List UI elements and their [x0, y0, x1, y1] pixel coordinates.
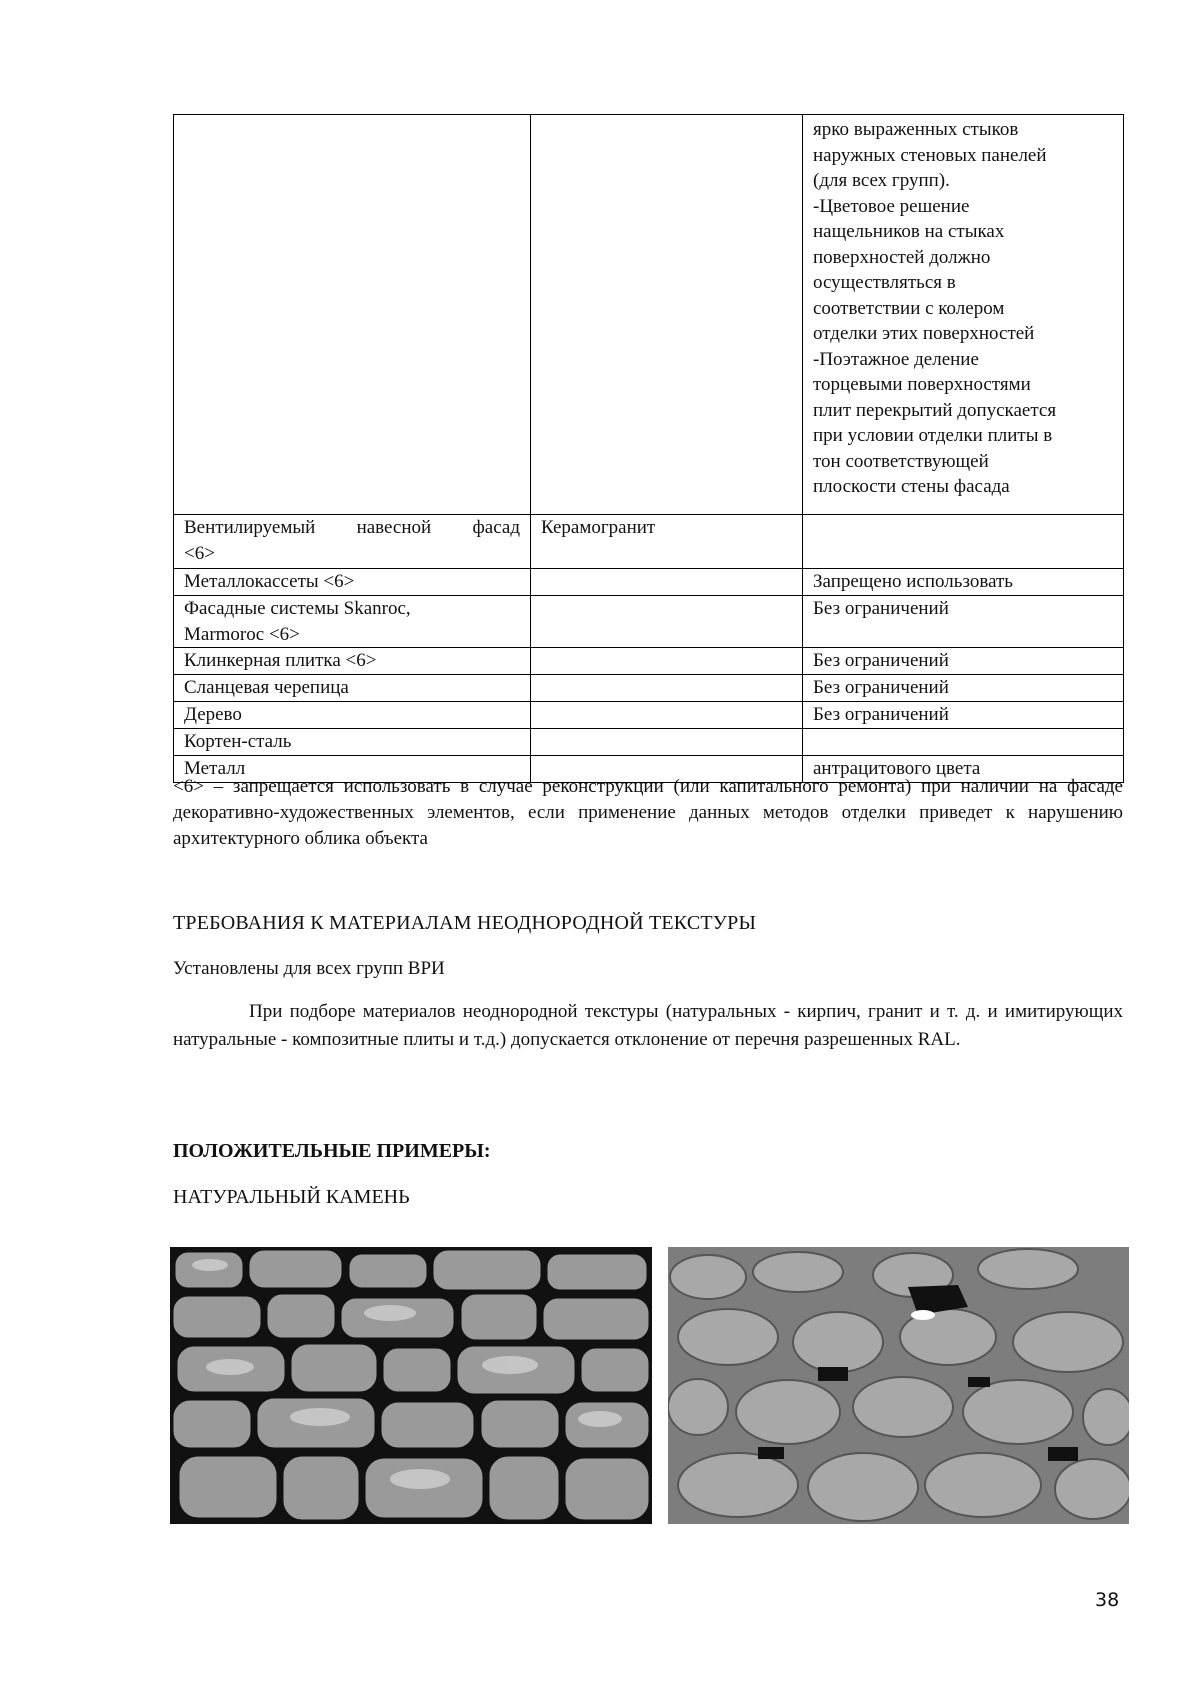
table-row: [174, 729, 1124, 756]
material-type-cell: [531, 702, 803, 729]
section-paragraph: При подборе материалов неоднородной текстуры (натуральных - кирпич, гранит и т. д. и имитирующих натуральные - композитные плиты и т.д.) допускается отклонение от перечня разрешенных RAL.: [173, 1001, 1123, 1050]
material-name-cell: Дерево: [174, 702, 531, 729]
facade-materials-table: [173, 114, 1124, 783]
material-name-cell: Металл: [174, 756, 531, 783]
page-number: 38: [1095, 1589, 1120, 1611]
material-type-cell: [531, 648, 803, 675]
material-name-cell: Клинкерная плитка <6>: [174, 648, 531, 675]
section-subtitle: Установлены для всех групп ВРИ: [173, 958, 445, 979]
examples-category: НАТУРАЛЬНЫЙ КАМЕНЬ: [173, 1186, 410, 1208]
material-name-cell: Кортен-сталь: [174, 729, 531, 756]
table-row: [174, 515, 1124, 569]
material-name-cell: [174, 596, 531, 648]
examples-heading: ПОЛОЖИТЕЛЬНЫЕ ПРИМЕРЫ:: [173, 1140, 491, 1162]
table-row: [174, 569, 1124, 596]
stone-wall-image: [170, 1247, 652, 1524]
material-name-cell: Металлокассеты <6>: [174, 569, 531, 596]
requirement-cell: Без ограничений: [803, 702, 1124, 729]
requirement-cell: ярко выраженных стыков наружных стеновых панелей (для всех групп). -Цветовое решение нащельников на стыках поверхностей должно осуществляться в соответствии с колером отделки этих поверхностей -Поэтажное деление торцевыми поверхностями плит перекрытий допускается при условии отделки плиты в тон соответствующей плоскости стены фасада: [803, 115, 1124, 515]
footnote: <6> – запрещается использовать в случае реконструкции (или капитального ремонта) при наличии на фасаде декоративно-художественных элементов, если применение данных методов отделки приведет к нарушению архитектурного облика объекта: [173, 776, 1123, 849]
material-name: Вентилируемый навесной фасад: [184, 517, 520, 538]
table-row: [174, 675, 1124, 702]
material-type-cell: [531, 596, 803, 648]
table-row: [174, 115, 1124, 515]
stone-wall-image: [668, 1247, 1129, 1524]
material-name-cont: Marmoroc <6>: [184, 623, 300, 645]
table-row: [174, 648, 1124, 675]
requirement-cell: Без ограничений: [803, 675, 1124, 702]
material-type-cell: [531, 729, 803, 756]
material-name: Фасадные системы Skanroc,: [184, 598, 411, 619]
requirement-cell: [803, 729, 1124, 756]
stone-wall-photo-left: [170, 1247, 652, 1524]
requirement-cell: Запрещено использовать: [803, 569, 1124, 596]
material-type-cell: [531, 569, 803, 596]
table-cell-empty: [531, 115, 803, 515]
requirement-cell: Без ограничений: [803, 596, 1124, 648]
material-type-cell: [531, 675, 803, 702]
requirement-cell: антрацитового цвета: [803, 756, 1124, 783]
stone-wall-photo-right: [668, 1247, 1129, 1524]
table-cell-empty: [174, 115, 531, 515]
material-name-cont: <6>: [184, 542, 215, 564]
material-name-cell: Сланцевая черепица: [174, 675, 531, 702]
material-name-cell: [174, 515, 531, 569]
table-row: [174, 702, 1124, 729]
requirement-cell: [803, 515, 1124, 569]
table-row: [174, 596, 1124, 648]
section-title: ТРЕБОВАНИЯ К МАТЕРИАЛАМ НЕОДНОРОДНОЙ ТЕКСТУРЫ: [173, 912, 757, 934]
requirement-cell: Без ограничений: [803, 648, 1124, 675]
material-type-cell: Керамогранит: [531, 515, 803, 569]
